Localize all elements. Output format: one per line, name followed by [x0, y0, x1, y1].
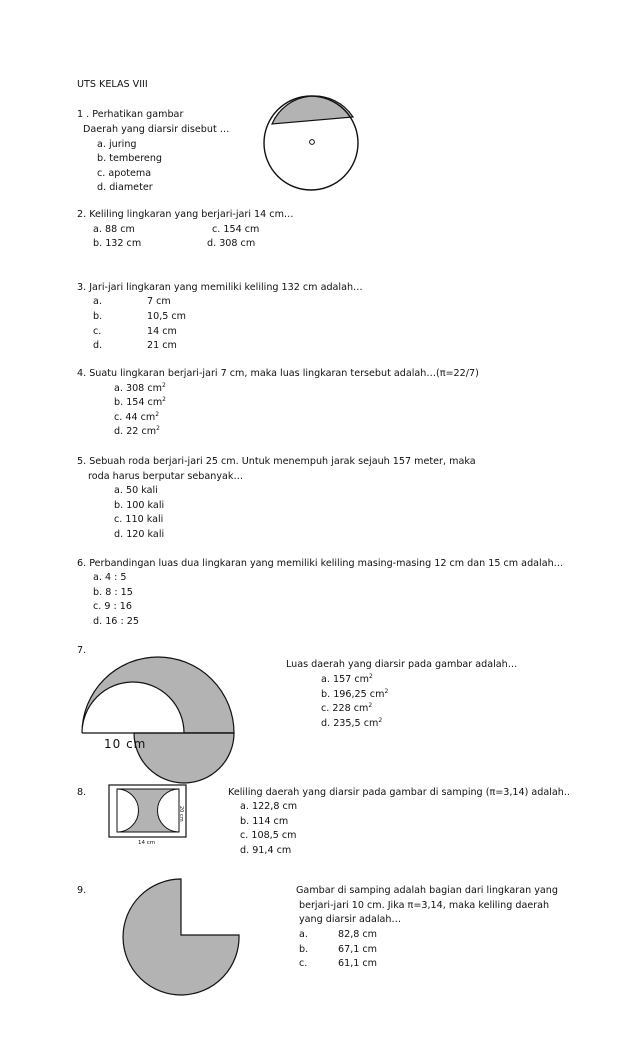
- q2-option-b: b. 132 cm: [93, 238, 142, 249]
- q9-shaded-sector: [123, 879, 239, 995]
- q9-stem-line3: yang diarsir adalah…: [299, 914, 402, 925]
- q4-stem: 4. Suatu lingkaran berjari-jari 7 cm, maka luas lingkaran tersebut adalah…(π=22/7): [77, 368, 479, 379]
- q7-option-c: c. 228 $cm^2$: [321, 702, 373, 714]
- q1-option-a: a. juring: [97, 139, 137, 150]
- q3-letter-d: d.: [93, 340, 103, 351]
- q1-option-b: b. tembereng: [97, 153, 162, 164]
- q7-small-shaded-semicircle: [134, 733, 234, 783]
- q9-letter-b: b.: [299, 944, 309, 955]
- q7-option-a: a. 157 $cm^2$: [321, 673, 373, 685]
- q1-stem-line2: Daerah yang diarsir disebut …: [83, 124, 230, 135]
- q7-number: 7.: [77, 645, 87, 656]
- q6-option-b: b. 8 : 15: [93, 587, 133, 598]
- q8-stem: Keliling daerah yang diarsir pada gambar di samping (π=3,14) adalah..: [228, 787, 570, 798]
- q2-option-a: a. 88 cm: [93, 224, 135, 235]
- q7-option-d: d. 235,5 $cm^2$: [321, 717, 383, 729]
- q4-option-d: d. 22 $cm^2$: [114, 425, 160, 437]
- q3-value-a: 7 cm: [147, 296, 171, 307]
- q7-figure-label: 10 cm: [104, 737, 147, 751]
- q5-stem-line1: 5. Sebuah roda berjari-jari 25 cm. Untuk menempuh jarak sejauh 157 meter, maka: [77, 456, 476, 467]
- q1-shaded-segment: [272, 96, 353, 124]
- q1-center-point: [310, 140, 315, 145]
- q6-option-c: c. 9 : 16: [93, 601, 133, 612]
- q3-letter-c: c.: [93, 326, 102, 337]
- q7-figure: [82, 657, 234, 783]
- q3-letter-b: b.: [93, 311, 103, 322]
- q5-stem-line2: roda harus berputar sebanyak…: [88, 471, 244, 482]
- q1-stem-line1: 1 . Perhatikan gambar: [77, 109, 184, 120]
- q8-option-d: d. 91,4 cm: [240, 845, 292, 856]
- q7-option-b: b. 196,25 $cm^2$: [321, 688, 389, 700]
- q1-option-c: c. apotema: [97, 168, 152, 179]
- q3-stem: 3. Jari-jari lingkaran yang memiliki keliling 132 cm adalah…: [77, 282, 363, 293]
- q8-figure: [109, 785, 186, 837]
- q4-option-c: c. 44 $cm^2$: [114, 411, 160, 423]
- q7-stem: Luas daerah yang diarsir pada gambar adalah…: [286, 659, 518, 670]
- q9-number: 9.: [77, 885, 87, 896]
- q6-option-d: d. 16 : 25: [93, 616, 139, 627]
- q5-option-c: c. 110 kali: [114, 514, 164, 525]
- q5-option-b: b. 100 kali: [114, 500, 165, 511]
- q9-stem-line2: berjari-jari 10 cm. Jika π=3,14, maka keliling daerah: [299, 900, 550, 911]
- q1-option-d: d. diameter: [97, 182, 153, 193]
- q5-option-d: d. 120 kali: [114, 529, 165, 540]
- q2-option-c: c. 154 cm: [212, 224, 260, 235]
- q2-option-d: d. 308 cm: [207, 238, 256, 249]
- page-title: UTS KELAS VIII: [77, 79, 148, 90]
- q9-letter-a: a.: [299, 929, 308, 940]
- q2-stem: 2. Keliling lingkaran yang berjari-jari 14 cm…: [77, 209, 294, 220]
- q9-letter-c: c.: [299, 958, 308, 969]
- q6-option-a: a. 4 : 5: [93, 572, 127, 583]
- q9-value-a: 82,8 cm: [338, 929, 378, 940]
- q4-option-b: b. 154 $cm^2$: [114, 396, 166, 408]
- q8-option-b: b. 114 cm: [240, 816, 289, 827]
- q9-value-c: 61,1 cm: [338, 958, 378, 969]
- q3-value-b: 10,5 cm: [147, 311, 187, 322]
- q3-value-c: 14 cm: [147, 326, 177, 337]
- q8-number: 8.: [77, 787, 87, 798]
- q3-value-d: 21 cm: [147, 340, 177, 351]
- q9-value-b: 67,1 cm: [338, 944, 378, 955]
- q8-option-c: c. 108,5 cm: [240, 830, 297, 841]
- q6-stem: 6. Perbandingan luas dua lingkaran yang memiliki keliling masing-masing 12 cm dan 15 cm adalah…: [77, 558, 564, 569]
- q3-letter-a: a.: [93, 296, 102, 307]
- q9-figure: [123, 879, 239, 995]
- q9-stem-line1: Gambar di samping adalah bagian dari lingkaran yang: [296, 885, 558, 896]
- q8-side-label: 20 cm: [178, 806, 184, 822]
- q8-option-a: a. 122,8 cm: [240, 801, 298, 812]
- q4-option-a: a. 308 $cm^2$: [114, 382, 166, 394]
- q1-figure: [264, 96, 358, 190]
- q8-bottom-label: 14 cm: [138, 840, 156, 846]
- q7-large-shaded-semicircle: [82, 657, 234, 733]
- q5-option-a: a. 50 kali: [114, 485, 158, 496]
